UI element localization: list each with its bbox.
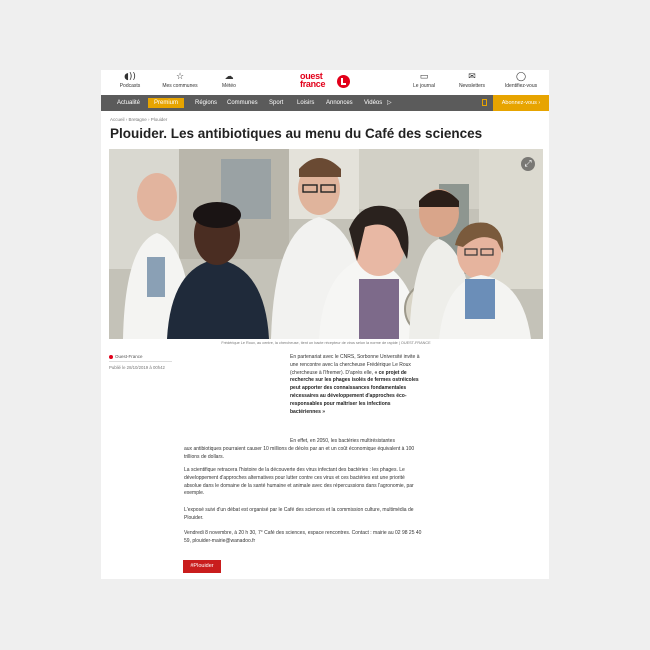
- tag-plouider[interactable]: #Plouider: [183, 560, 221, 573]
- nav-item-premium[interactable]: Premium: [148, 98, 184, 108]
- article-source[interactable]: [109, 354, 143, 359]
- my-communes-link[interactable]: [158, 72, 202, 90]
- subscribe-button[interactable]: [493, 95, 549, 111]
- newsletters-label: Newsletters: [458, 83, 486, 89]
- subscribe-label: Abonnez-vous: [501, 100, 537, 106]
- nav-item-regions[interactable]: Régions: [195, 100, 218, 106]
- article-intro: [290, 354, 422, 416]
- breadcrumb[interactable]: Accueil › Bretagne › Plouider: [110, 117, 168, 122]
- article-paragraph-2: La scientifique retracera l'histoire de la découverte des virus infectant des bactéries : les phages. Le développement d'approches alternatives pour lutter contre ces virus et ces bactéries est une priorité absolue dans le domaine de la santé humaine et animale avec des répercussions dans l'agronomie, par exemple.: [184, 467, 414, 497]
- source-label: Ouest-France: [115, 354, 143, 359]
- expand-icon[interactable]: ⤢: [521, 157, 535, 171]
- podcasts-link[interactable]: [108, 72, 152, 90]
- publish-date: Publié le 28/10/2019 à 00h42: [109, 365, 165, 370]
- nav-item-annonces[interactable]: Annonces: [326, 100, 353, 106]
- site-header: [101, 70, 549, 95]
- logo-text-france: france: [300, 79, 326, 89]
- nav-item-sport[interactable]: Sport: [269, 100, 284, 106]
- user-icon: ◯: [515, 72, 527, 82]
- bookmark-icon[interactable]: [482, 99, 487, 106]
- login-link[interactable]: [499, 72, 543, 90]
- weather-icon: ☁: [224, 72, 234, 82]
- newspaper-label: Le journal: [413, 83, 435, 89]
- nav-item-loisirs[interactable]: Loisirs: [297, 100, 315, 106]
- my-communes-label: Mes communes: [162, 83, 198, 89]
- article-photo[interactable]: [109, 149, 543, 339]
- nav-item-videos[interactable]: Vidéos: [364, 100, 383, 106]
- login-label: Identifiez-vous: [504, 83, 538, 89]
- podcast-icon: ◖)): [124, 72, 136, 82]
- photo-caption: Frédérique Le Roux, au centre, la chercheuse, tient un bacte récepteur de virus selon la norme de rapide | OUEST-FRANCE: [221, 341, 431, 345]
- logo-mark-icon: [337, 75, 350, 88]
- newspaper-link[interactable]: [402, 72, 446, 90]
- weather-label: Météo: [222, 83, 236, 89]
- main-nav: [101, 95, 549, 111]
- weather-link[interactable]: [207, 72, 251, 90]
- nav-item-communes[interactable]: Communes: [227, 100, 258, 106]
- intro-text: En partenariat avec le CNRS, Sorbonne Université invite à une rencontre avec la chercheuse Frédérique Le Roux (chercheuse à l'Ifremer). D'après elle,: [290, 354, 420, 376]
- article-title: Plouider. Les antibiotiques au menu du Café des sciences: [110, 126, 483, 141]
- intro-quote: « ce projet de recherche sur les phages isolés de fermes ostréicoles peut apporter des connaissances fondamentales nécessaires au développement d'approches éco-responsables pour maîtriser les infections bactériennes »: [290, 369, 419, 415]
- source-dot-icon: [109, 355, 113, 359]
- article-paragraph-3: L'exposé suivi d'un débat est organisé par le Café des sciences et la commission culture, multimédia de Plouider.: [184, 507, 414, 521]
- play-icon[interactable]: ▷: [387, 99, 392, 106]
- ouest-france-logo[interactable]: [300, 72, 352, 92]
- podcasts-label: Podcasts: [119, 83, 141, 89]
- chevron-right-icon: ›: [538, 100, 541, 106]
- article-paragraph-4: Vendredi 8 novembre, à 20 h 30, 7° Café des sciences, espace rencontres. Contact : mairie au 02 98 25 40 59, plouider-mairie@wanadoo.fr: [184, 530, 422, 544]
- paragraph-1-rest: aux antibiotiques pourraient causer 10 millions de décès par an et un coût économique équivalent à 100 trillions de dollars.: [184, 445, 415, 460]
- newsletters-link[interactable]: [450, 72, 494, 90]
- nav-item-actualite[interactable]: Actualité: [117, 100, 141, 106]
- paragraph-1-lead: En effet, en 2050, les bactéries multirésistantes: [290, 438, 395, 444]
- lab-photo-illustration: [109, 149, 543, 339]
- article-page: [101, 70, 549, 579]
- logo-text-ouest: ouest: [300, 71, 323, 81]
- source-divider: [109, 361, 172, 362]
- mail-icon: ✉: [468, 72, 476, 82]
- article-paragraph-1: [184, 438, 422, 461]
- newspaper-icon: ▭: [419, 72, 429, 82]
- star-icon: ☆: [175, 72, 185, 82]
